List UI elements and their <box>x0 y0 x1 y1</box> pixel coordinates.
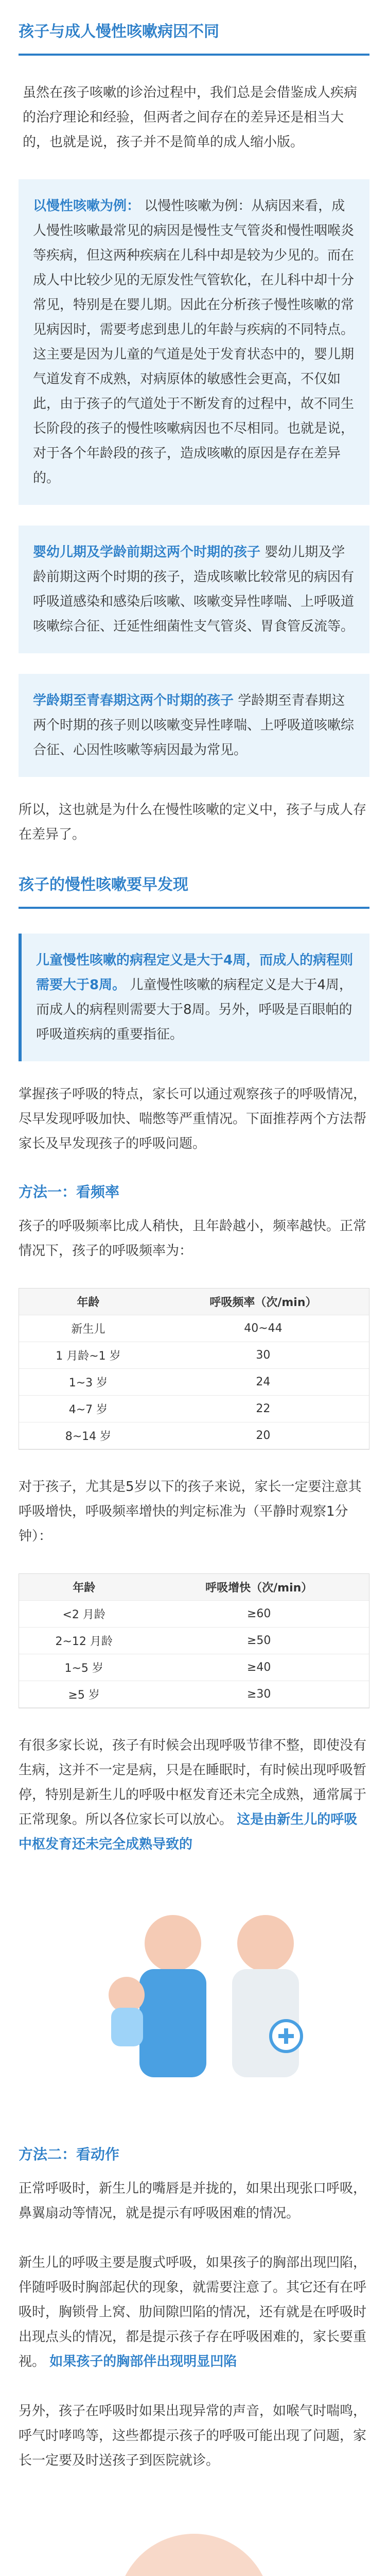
paragraph-chest-retractions <box>19 2250 369 2374</box>
table-row <box>19 1422 369 1449</box>
callout-definition-body: 儿童慢性咳嗽的病程定义是大于4周，而成人的病程则需要大于8周。另外，呼吸是百眼帕的呼吸道疾病的重要指征。 <box>36 977 352 1042</box>
chest-retractions-highlight: 如果孩子的胸部伴出现明显凹陷 <box>49 2354 237 2369</box>
paragraph-observe-breathing: 掌握孩子呼吸的特点，家长可以通过观察孩子的呼吸情况，尽早发现呼吸加快、喘憋等严重情况。下面推荐两个方法帮家长及早发现孩子的呼吸问题。 <box>19 1087 367 1151</box>
table-cell: ≥50 <box>149 1628 369 1654</box>
table-cell: 1 月龄~1 岁 <box>19 1342 157 1369</box>
section-1-title: 孩子与成人慢性咳嗽病因不同 <box>19 23 219 41</box>
section-1-divider <box>19 54 369 56</box>
paragraph-intro <box>19 80 369 155</box>
table-row <box>19 1654 369 1681</box>
doctor-family-illustration <box>19 1882 369 2119</box>
article <box>19 19 369 2576</box>
band-1-paragraph <box>33 194 355 490</box>
band-2-text: 婴幼儿期及学龄前期这两个时期的孩子，造成咳嗽比较常见的病因有呼吸道感染和感染后咳嗽、咳嗽变异性哮喘、上呼吸道咳嗽综合征、迁延性细菌性支气管炎、胃食管反流等。 <box>33 545 355 634</box>
table-cell: 新生儿 <box>19 1315 157 1342</box>
method-1-title: 方法一：看频率 <box>19 1183 120 1200</box>
method-2-text: 正常呼吸时，新生儿的嘴唇是并拢的，如果出现张口呼吸，鼻翼扇动等情况，就是提示有呼吸困难的情况。 <box>19 2181 367 2221</box>
crying-baby-illustration <box>19 2498 369 2576</box>
method-1-text: 孩子的呼吸频率比成人稍快，且年龄越小，频率越快。正常情况下，孩子的呼吸频率为： <box>19 1218 367 1259</box>
table-cell: 24 <box>157 1369 369 1396</box>
paragraph-abnormal-sounds: 另外，孩子在呼吸时如果出现异常的声音，如喉气时喘鸣，呼气时哮鸣等，这些都提示孩子的呼吸可能出现了问题，家长一定要及时送孩子到医院就诊。 <box>19 2403 367 2468</box>
table-cell: ≥5 岁 <box>19 1681 149 1708</box>
paragraph-summary: 所以，这也就是为什么在慢性咳嗽的定义中，孩子与成人存在差异了。 <box>19 802 367 842</box>
band-3-highlight: 学龄期至青春期这两个时期的孩子 <box>33 693 234 708</box>
table-cell: ≥30 <box>149 1681 369 1708</box>
highlight-band-2 <box>19 526 369 653</box>
highlight-band-3 <box>19 674 369 777</box>
highlight-band-1 <box>19 179 369 505</box>
callout-definition <box>19 934 369 1061</box>
table-cell: 8~14 岁 <box>19 1422 157 1449</box>
table-row <box>19 1396 369 1422</box>
band-2-highlight: 婴幼儿期及学龄前期这两个时期的孩子 <box>33 545 261 560</box>
band-3-text: 学龄期至青春期这两个时期的孩子则以咳嗽变异性哮喘、上呼吸道咳嗽综合征、心因性咳嗽等病因最为常见。 <box>33 693 355 758</box>
method-2-title: 方法二：看动作 <box>19 2146 120 2163</box>
table-cell: 22 <box>157 1396 369 1422</box>
paragraph-irregular-breathing <box>19 1733 369 1857</box>
table-1-header-rate: 呼吸频率（次/min） <box>157 1289 369 1315</box>
table-row <box>19 1369 369 1396</box>
table-cell: 20 <box>157 1422 369 1449</box>
table-row <box>19 1342 369 1369</box>
table-row <box>19 1681 369 1708</box>
irregular-breathing-text: 有很多家长说，孩子有时候会出现呼吸节律不整，即使没有生病，这并不一定是病，只是在睡眠时，有时候出现呼吸暂停，特别是新生儿的呼吸中枢发育还未完全成熟，通常属于正常现象。所以各位家长可以放心。 <box>19 1738 367 1827</box>
doctor-family-illustration-svg <box>19 1882 369 2119</box>
table-cell: 30 <box>157 1342 369 1369</box>
band-3-paragraph <box>33 688 355 762</box>
section-2-title: 孩子的慢性咳嗽要早发现 <box>19 876 188 894</box>
fast-breathing-table <box>19 1573 369 1708</box>
table-1-header-age: 年龄 <box>19 1289 157 1315</box>
table-2-header-rate: 呼吸增快（次/min） <box>149 1574 369 1601</box>
crying-baby-illustration-svg <box>19 2498 369 2576</box>
band-1-highlight: 以慢性咳嗽为例： <box>33 198 140 214</box>
callout-definition-text <box>36 948 355 1047</box>
band-2-paragraph <box>33 540 355 639</box>
table-row <box>19 1628 369 1654</box>
table-cell: 1~5 岁 <box>19 1654 149 1681</box>
band-1-text: 以慢性咳嗽为例：从病因来看，成人慢性咳嗽最常见的病因是慢性支气管炎和慢性咽喉炎等疾病，但这两种疾病在儿科中却是较为少见的。而在成人中比较少见的无原发性气管软化，在儿科中却十分常见，特别是在婴儿期。因此在分析孩子慢性咳嗽的常见病因时，需要考虑到患儿的年龄与疾病的不同特点。这主要是因为儿童的气道是处于发育状态中的，婴儿期气道发育不成熟，对病原体的敏感性会更高，不仅如此，由于孩子的气道处于不断发育的过程中，故不同生长阶段的孩子的慢性咳嗽病因也不尽相同。也就是说，对于各个年龄段的孩子，造成咳嗽的原因是存在差异的。 <box>33 198 355 486</box>
respiration-rate-table <box>19 1288 369 1450</box>
paragraph-intro-text: 虽然在孩子咳嗽的诊治过程中，我们总是会借鉴成人疾病的治疗理论和经验，但两者之间存在的差异还是相当大的，也就是说，孩子并不是简单的成人缩小版。 <box>23 85 358 150</box>
table-cell: 4~7 岁 <box>19 1396 157 1422</box>
table-2-header-age: 年龄 <box>19 1574 149 1601</box>
irregular-breathing-highlight: 这是由新生儿的呼吸中枢发育还未完全成熟导致的 <box>19 1812 358 1852</box>
table-cell: 40~44 <box>157 1315 369 1342</box>
callout-definition-highlight: 儿童慢性咳嗽的病程定义是大于4周，而成人的病程则需要大于8周。 <box>36 953 354 993</box>
table-cell: ≥40 <box>149 1654 369 1681</box>
table-cell: 2~12 月龄 <box>19 1628 149 1654</box>
paragraph-fast-breathing-criteria: 对于孩子，尤其是5岁以下的孩子来说，家长一定要注意其呼吸增快，呼吸频率增快的判定标准为（平静时观察1分钟）： <box>19 1479 362 1544</box>
table-cell: <2 月龄 <box>19 1601 149 1628</box>
table-cell: 1~3 岁 <box>19 1369 157 1396</box>
table-row <box>19 1601 369 1628</box>
section-2-divider <box>19 907 369 909</box>
table-cell: ≥60 <box>149 1601 369 1628</box>
table-row <box>19 1315 369 1342</box>
chest-retractions-text: 新生儿的呼吸主要是腹式呼吸，如果孩子的胸部出现凹陷，伴随呼吸时胸部起伏的现象，就需要注意了。其它还有在呼吸时，胸锁骨上窝、肋间隙凹陷的情况，还有就是在呼吸时出现点头的情况，都是提示孩子存在呼吸困难的，家长要重视。 <box>19 2255 367 2369</box>
